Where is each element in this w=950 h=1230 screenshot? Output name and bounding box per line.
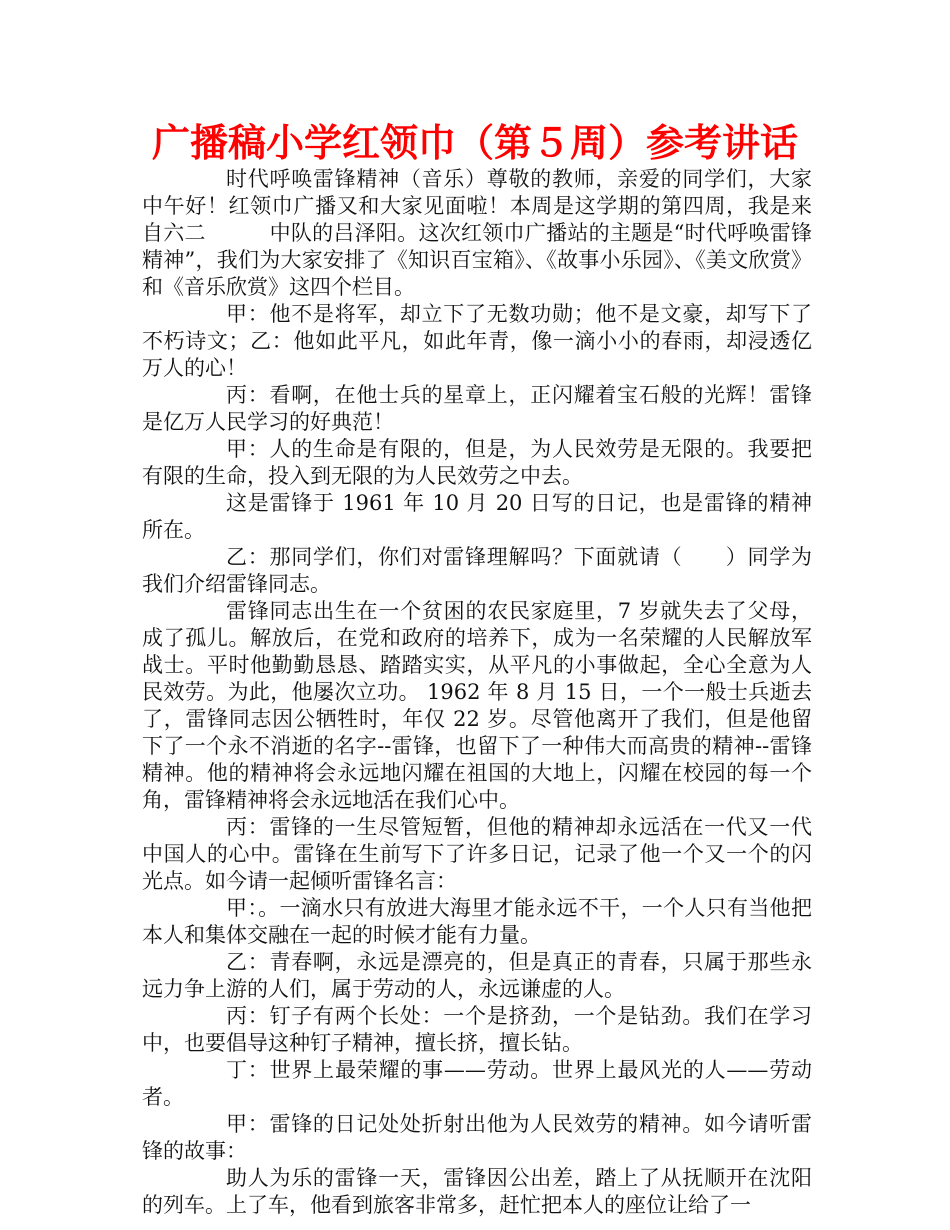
paragraph: 甲：雷锋的日记处处折射出他为人民效劳的精神。如今请听雷锋的故事：: [142, 1112, 812, 1163]
paragraph: 雷锋同志出生在一个贫困的农民家庭里，7 岁就失去了父母，成了孤儿。解放后，在党和政府的培养下，成为一名荣耀的人民解放军战士。平时他勤勤恳恳、踏踏实实，从平凡的小事做起，全心全意为人民效劳。为此，他屡次立功。 1962 年 8 月 15 日，一个一般士兵逝去了，雷锋同志因公牺牲时，年仅 22 岁。尽管他离开了我们，但是他留下了一个永不消逝的名字--雷锋，也留下了一种伟大而高贵的精神--雷锋精神。他的精神将会永远地闪耀在祖国的大地上，闪耀在校园的每一个角，雷锋精神将会永远地活在我们心中。: [142, 599, 812, 812]
paragraph: 时代呼唤雷锋精神（音乐）尊敬的教师，亲爱的同学们，大家中午好！红领巾广播又和大家见面啦！本周是这学期的第四周，我是来自六二 中队的吕泽阳。这次红领巾广播站的主题是“时代呼唤雷锋精神”，我们为大家安排了《知识百宝箱》、《故事小乐园》、《美文欣赏》和《音乐欣赏》这四个栏目。: [142, 167, 812, 299]
paragraph: 丙：看啊，在他士兵的星章上，正闪耀着宝石般的光辉！雷锋是亿万人民学习的好典范！: [142, 383, 812, 434]
paragraph: 这是雷锋于 1961 年 10 月 20 日写的日记，也是雷锋的精神所在。: [142, 491, 812, 542]
paragraph: 丁：世界上最荣耀的事——劳动。世界上最风光的人——劳动者。: [142, 1058, 812, 1109]
paragraph: 乙：那同学们，你们对雷锋理解吗？下面就请（ ）同学为我们介绍雷锋同志。: [142, 545, 812, 596]
paragraph: 甲：人的生命是有限的，但是，为人民效劳是无限的。我要把有限的生命，投入到无限的为人民效劳之中去。: [142, 437, 812, 488]
paragraph: 乙：青春啊，永远是漂亮的，但是真正的青春，只属于那些永远力争上游的人们，属于劳动的人，永远谦虚的人。: [142, 950, 812, 1001]
document-title: 广播稿小学红领巾（第５周）参考讲话: [151, 121, 798, 165]
paragraph: 丙：雷锋的一生尽管短暂，但他的精神却永远活在一代又一代中国人的心中。雷锋在生前写下了许多日记，记录了他一个又一个的闪光点。如今请一起倾听雷锋名言：: [142, 815, 812, 893]
paragraph: 甲：他不是将军，却立下了无数功勋；他不是文豪，却写下了不朽诗文；乙：他如此平凡，如此年青，像一滴小小的春雨，却浸透亿万人的心！: [142, 302, 812, 380]
paragraph: 甲：。一滴水只有放进大海里才能永远不干，一个人只有当他把本人和集体交融在一起的时候才能有力量。: [142, 896, 812, 947]
paragraph: 助人为乐的雷锋一天，雷锋因公出差，踏上了从抚顺开在沈阳的列车。上了车，他看到旅客非常多，赶忙把本人的座位让给了一: [142, 1166, 812, 1217]
document-body: [142, 166, 812, 1219]
paragraph: 丙：钉子有两个长处：一个是挤劲，一个是钻劲。我们在学习中，也要倡导这种钉子精神，擅长挤，擅长钻。: [142, 1004, 812, 1055]
